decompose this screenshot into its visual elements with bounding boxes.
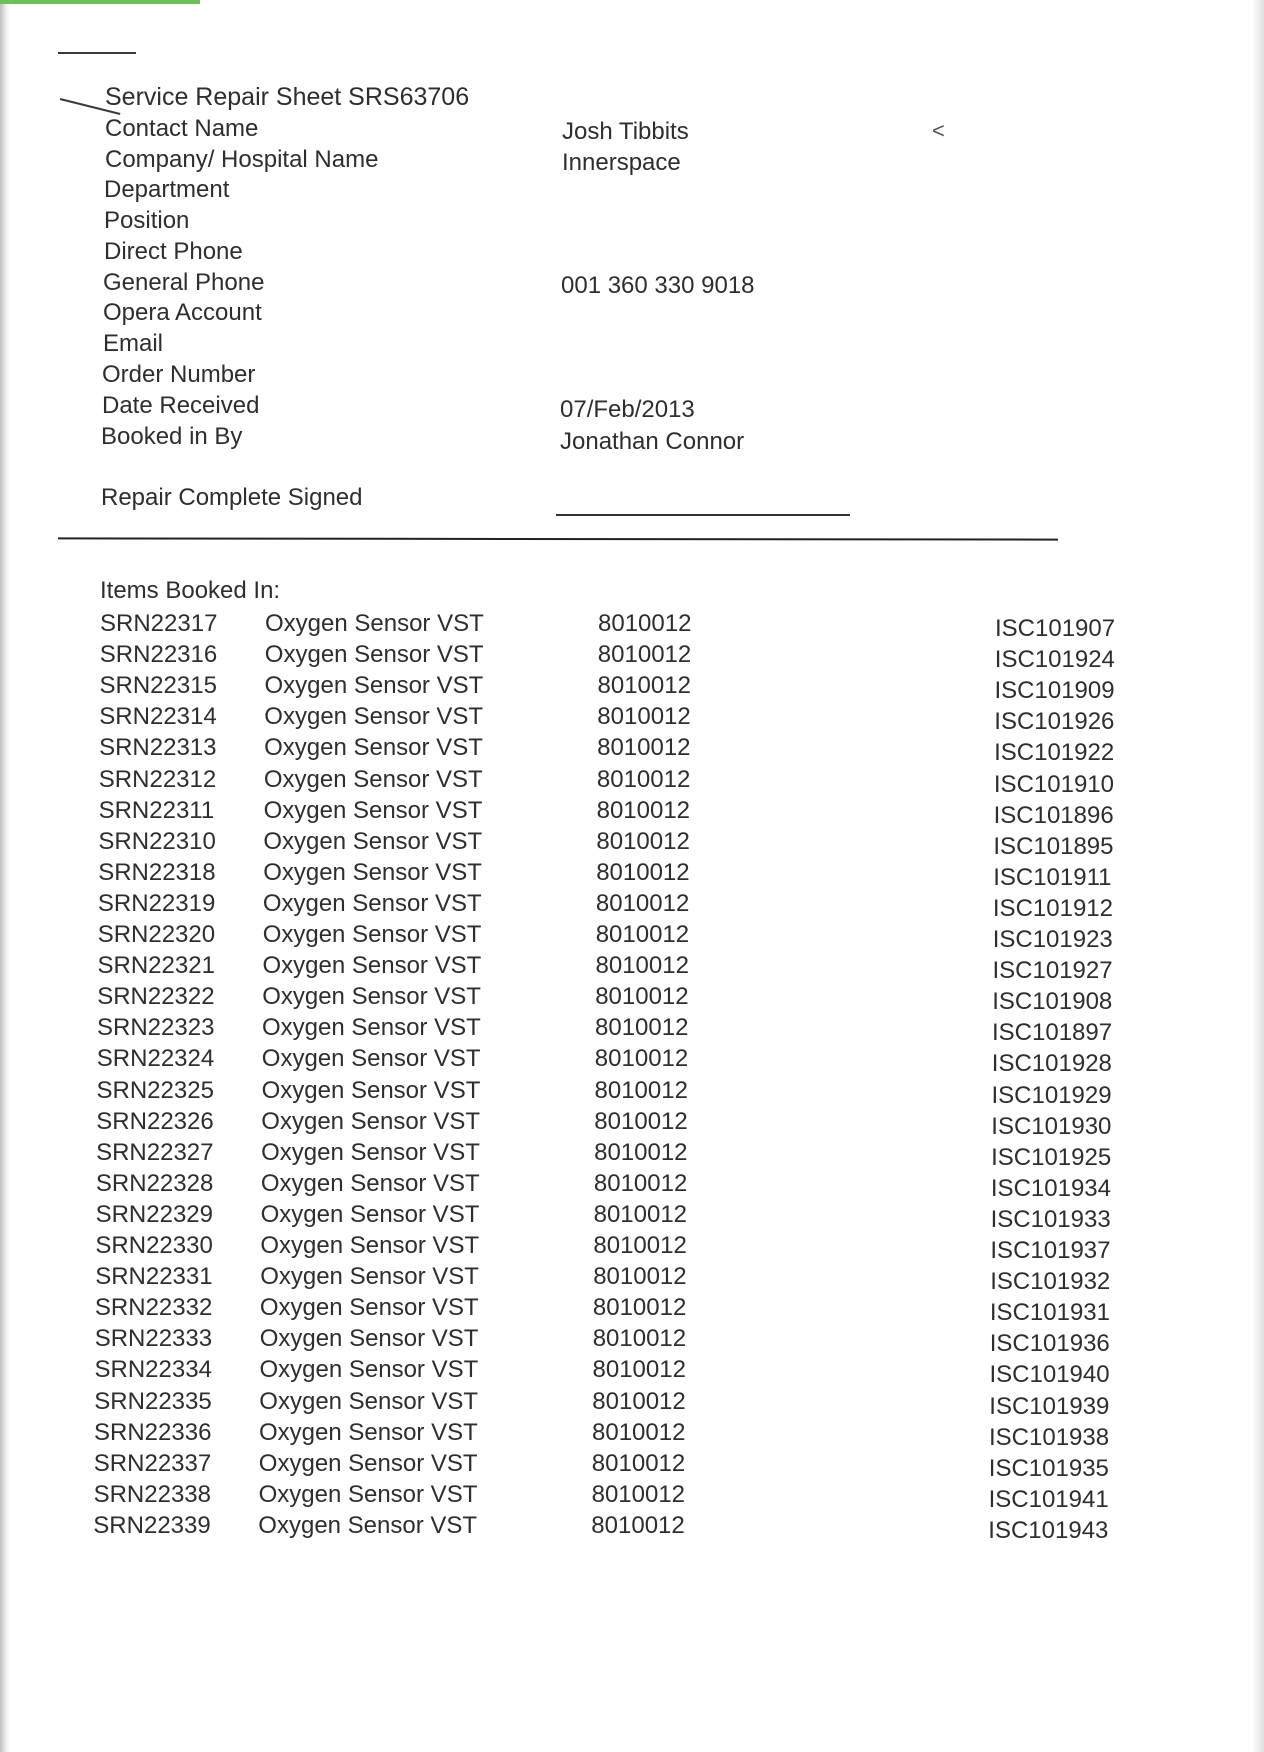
table-row bbox=[0, 672, 1264, 705]
company-value: Innerspace bbox=[562, 149, 681, 176]
srn-cell: SRN22334 bbox=[94, 1356, 212, 1384]
order-number-label: Order Number bbox=[102, 361, 256, 388]
table-row bbox=[0, 1512, 1264, 1542]
description-cell: Oxygen Sensor VST bbox=[262, 921, 482, 948]
srn-cell: SRN22319 bbox=[97, 889, 216, 917]
description-cell: Oxygen Sensor VST bbox=[258, 1511, 478, 1539]
description-cell: Oxygen Sensor VST bbox=[259, 1325, 479, 1353]
srn-cell: SRN22337 bbox=[93, 1449, 212, 1477]
srn-cell: SRN22315 bbox=[99, 672, 217, 700]
description-cell: Oxygen Sensor VST bbox=[261, 1076, 481, 1104]
srn-cell: SRN22339 bbox=[93, 1511, 211, 1539]
description-cell: Oxygen Sensor VST bbox=[262, 952, 482, 980]
srn-cell: SRN22328 bbox=[95, 1169, 214, 1197]
booked-in-by-value: Jonathan Connor bbox=[560, 428, 745, 455]
general-phone-label: General Phone bbox=[103, 269, 265, 296]
serial-number-cell: ISC101910 bbox=[993, 770, 1114, 798]
serial-number-cell: ISC101896 bbox=[993, 801, 1114, 829]
srn-cell: SRN22333 bbox=[94, 1325, 213, 1353]
srn-cell: SRN22327 bbox=[96, 1138, 214, 1166]
part-number-cell: 8010012 bbox=[592, 1387, 686, 1415]
table-row bbox=[0, 1294, 1264, 1327]
date-received-label: Date Received bbox=[102, 392, 260, 419]
serial-number-cell: ISC101936 bbox=[989, 1330, 1110, 1358]
booked-in-by-label: Booked in By bbox=[101, 423, 243, 450]
table-row bbox=[0, 921, 1264, 951]
part-number-cell: 8010012 bbox=[594, 1076, 688, 1104]
serial-number-cell: ISC101911 bbox=[993, 863, 1112, 891]
part-number-cell: 8010012 bbox=[591, 1449, 686, 1477]
serial-number-cell: ISC101930 bbox=[991, 1112, 1112, 1140]
email-label: Email bbox=[103, 330, 164, 357]
section-divider bbox=[58, 537, 1058, 540]
part-number-cell: 8010012 bbox=[595, 921, 690, 948]
srn-cell: SRN22336 bbox=[94, 1418, 212, 1446]
table-row bbox=[0, 1045, 1264, 1078]
serial-number-cell: ISC101907 bbox=[995, 615, 1116, 642]
table-row bbox=[0, 1388, 1264, 1418]
serial-number-cell: ISC101932 bbox=[990, 1268, 1111, 1296]
table-row bbox=[0, 1325, 1264, 1358]
srn-cell: SRN22312 bbox=[98, 765, 217, 793]
srn-cell: SRN22317 bbox=[100, 610, 218, 637]
table-row bbox=[0, 610, 1264, 640]
table-row bbox=[0, 1014, 1264, 1047]
part-number-cell: 8010012 bbox=[592, 1294, 687, 1322]
description-cell: Oxygen Sensor VST bbox=[264, 734, 483, 762]
table-row bbox=[0, 1263, 1264, 1296]
part-number-cell: 8010012 bbox=[594, 1107, 688, 1135]
serial-number-cell: ISC101927 bbox=[992, 957, 1113, 985]
srn-cell: SRN22320 bbox=[97, 921, 216, 948]
part-number-cell: 8010012 bbox=[596, 858, 690, 886]
position-label: Position bbox=[104, 207, 190, 234]
srn-cell: SRN22314 bbox=[99, 703, 217, 731]
description-cell: Oxygen Sensor VST bbox=[261, 1138, 480, 1166]
srn-cell: SRN22332 bbox=[94, 1294, 213, 1322]
srn-cell: SRN22316 bbox=[99, 641, 218, 669]
serial-number-cell: ISC101908 bbox=[992, 988, 1113, 1016]
description-cell: Oxygen Sensor VST bbox=[264, 703, 484, 731]
description-cell: Oxygen Sensor VST bbox=[260, 1200, 480, 1228]
description-cell: Oxygen Sensor VST bbox=[263, 858, 482, 886]
part-number-cell: 8010012 bbox=[592, 1356, 686, 1384]
serial-number-cell: ISC101926 bbox=[994, 708, 1115, 736]
part-number-cell: 8010012 bbox=[593, 1169, 688, 1197]
srn-cell: SRN22326 bbox=[96, 1107, 214, 1135]
description-cell: Oxygen Sensor VST bbox=[262, 983, 481, 1011]
description-cell: Oxygen Sensor VST bbox=[259, 1294, 479, 1322]
description-cell: Oxygen Sensor VST bbox=[264, 641, 484, 669]
srn-cell: SRN22318 bbox=[98, 858, 216, 886]
description-cell: Oxygen Sensor VST bbox=[260, 1232, 480, 1259]
serial-number-cell: ISC101934 bbox=[990, 1174, 1111, 1202]
part-number-cell: 8010012 bbox=[596, 765, 691, 793]
description-cell: Oxygen Sensor VST bbox=[263, 827, 483, 855]
table-row bbox=[0, 766, 1264, 796]
serial-number-cell: ISC101928 bbox=[991, 1050, 1112, 1078]
description-cell: Oxygen Sensor VST bbox=[262, 1014, 481, 1042]
table-row bbox=[0, 859, 1264, 889]
part-number-cell: 8010012 bbox=[593, 1200, 688, 1228]
part-number-cell: 8010012 bbox=[595, 983, 689, 1011]
serial-number-cell: ISC101938 bbox=[989, 1423, 1110, 1451]
serial-number-cell: ISC101923 bbox=[992, 926, 1113, 953]
part-number-cell: 8010012 bbox=[597, 703, 691, 731]
part-number-cell: 8010012 bbox=[591, 1480, 686, 1508]
table-row bbox=[0, 1108, 1264, 1138]
serial-number-cell: ISC101941 bbox=[988, 1485, 1109, 1513]
srn-cell: SRN22313 bbox=[99, 734, 217, 762]
srn-cell: SRN22323 bbox=[97, 1014, 215, 1042]
table-row bbox=[0, 797, 1264, 827]
scan-artifact-top bbox=[0, 0, 200, 4]
table-row bbox=[0, 734, 1264, 767]
table-row bbox=[0, 1356, 1264, 1389]
table-row bbox=[0, 890, 1264, 920]
table-row bbox=[0, 952, 1264, 985]
description-cell: Oxygen Sensor VST bbox=[260, 1169, 480, 1197]
part-number-cell: 8010012 bbox=[595, 952, 689, 980]
part-number-cell: 8010012 bbox=[597, 641, 692, 669]
part-number-cell: 8010012 bbox=[598, 610, 692, 637]
srn-cell: SRN22310 bbox=[98, 827, 216, 855]
description-cell: Oxygen Sensor VST bbox=[263, 765, 483, 793]
part-number-cell: 8010012 bbox=[594, 1138, 688, 1166]
date-received-value: 07/Feb/2013 bbox=[560, 396, 695, 423]
description-cell: Oxygen Sensor VST bbox=[263, 796, 483, 824]
table-row bbox=[0, 1232, 1264, 1262]
opera-account-label: Opera Account bbox=[103, 299, 262, 326]
description-cell: Oxygen Sensor VST bbox=[259, 1387, 479, 1415]
serial-number-cell: ISC101939 bbox=[989, 1392, 1110, 1420]
serial-number-cell: ISC101940 bbox=[989, 1361, 1110, 1389]
srn-cell: SRN22322 bbox=[97, 983, 215, 1011]
part-number-cell: 8010012 bbox=[597, 672, 691, 700]
table-row bbox=[0, 1419, 1264, 1449]
handwritten-tick-mark: < bbox=[932, 118, 945, 143]
part-number-cell: 8010012 bbox=[593, 1263, 687, 1291]
department-label: Department bbox=[104, 176, 230, 203]
part-number-cell: 8010012 bbox=[596, 827, 690, 855]
table-row bbox=[0, 828, 1264, 858]
srn-cell: SRN22329 bbox=[95, 1200, 214, 1228]
description-cell: Oxygen Sensor VST bbox=[259, 1356, 479, 1384]
part-number-cell: 8010012 bbox=[596, 796, 691, 824]
serial-number-cell: ISC101909 bbox=[994, 677, 1115, 705]
direct-phone-label: Direct Phone bbox=[104, 238, 243, 265]
description-cell: Oxygen Sensor VST bbox=[264, 672, 484, 700]
table-row bbox=[0, 1481, 1264, 1511]
description-cell: Oxygen Sensor VST bbox=[262, 889, 482, 917]
part-number-cell: 8010012 bbox=[593, 1232, 687, 1259]
description-cell: Oxygen Sensor VST bbox=[265, 610, 484, 637]
serial-number-cell: ISC101895 bbox=[993, 832, 1114, 860]
part-number-cell: 8010012 bbox=[592, 1325, 687, 1353]
part-number-cell: 8010012 bbox=[597, 734, 691, 762]
contact-name-label: Contact Name bbox=[105, 115, 259, 142]
signature-line bbox=[556, 514, 850, 516]
serial-number-cell: ISC101931 bbox=[989, 1299, 1110, 1327]
company-label: Company/ Hospital Name bbox=[105, 146, 379, 173]
serial-number-cell: ISC101933 bbox=[990, 1205, 1111, 1233]
part-number-cell: 8010012 bbox=[595, 1014, 689, 1042]
part-number-cell: 8010012 bbox=[591, 1511, 685, 1539]
description-cell: Oxygen Sensor VST bbox=[258, 1449, 478, 1477]
description-cell: Oxygen Sensor VST bbox=[261, 1107, 481, 1135]
serial-number-cell: ISC101929 bbox=[991, 1081, 1112, 1109]
srn-cell: SRN22311 bbox=[98, 796, 215, 824]
description-cell: Oxygen Sensor VST bbox=[259, 1418, 478, 1446]
description-cell: Oxygen Sensor VST bbox=[260, 1263, 479, 1291]
table-row bbox=[0, 1201, 1264, 1231]
serial-number-cell: ISC101925 bbox=[991, 1143, 1112, 1171]
table-row bbox=[0, 641, 1264, 674]
repair-complete-signed-label: Repair Complete Signed bbox=[101, 484, 363, 511]
table-row bbox=[0, 1139, 1264, 1169]
part-number-cell: 8010012 bbox=[592, 1418, 686, 1446]
part-number-cell: 8010012 bbox=[594, 1045, 689, 1073]
srn-cell: SRN22324 bbox=[96, 1045, 215, 1073]
description-cell: Oxygen Sensor VST bbox=[258, 1480, 478, 1508]
srn-cell: SRN22331 bbox=[95, 1263, 213, 1291]
srn-cell: SRN22338 bbox=[93, 1480, 212, 1508]
serial-number-cell: ISC101937 bbox=[990, 1237, 1111, 1264]
pen-mark bbox=[58, 52, 136, 54]
serial-number-cell: ISC101897 bbox=[992, 1019, 1113, 1047]
serial-number-cell: ISC101922 bbox=[994, 739, 1115, 767]
serial-number-cell: ISC101935 bbox=[988, 1454, 1109, 1482]
table-row bbox=[0, 983, 1264, 1016]
srn-cell: SRN22335 bbox=[94, 1387, 212, 1415]
serial-number-cell: ISC101924 bbox=[994, 646, 1115, 674]
srn-cell: SRN22321 bbox=[97, 952, 215, 980]
description-cell: Oxygen Sensor VST bbox=[261, 1045, 481, 1073]
items-booked-in-heading: Items Booked In: bbox=[100, 577, 281, 604]
general-phone-value: 001 360 330 9018 bbox=[561, 272, 755, 299]
serial-number-cell: ISC101912 bbox=[992, 894, 1113, 922]
sheet-title: Service Repair Sheet SRS63706 bbox=[105, 83, 470, 111]
part-number-cell: 8010012 bbox=[595, 889, 690, 917]
srn-cell: SRN22325 bbox=[96, 1076, 214, 1104]
table-row bbox=[0, 1170, 1264, 1200]
contact-name-value: Josh Tibbits bbox=[562, 118, 689, 145]
table-row bbox=[0, 703, 1264, 736]
table-row bbox=[0, 1077, 1264, 1107]
table-row bbox=[0, 1450, 1264, 1480]
serial-number-cell: ISC101943 bbox=[988, 1516, 1109, 1544]
srn-cell: SRN22330 bbox=[95, 1232, 213, 1259]
